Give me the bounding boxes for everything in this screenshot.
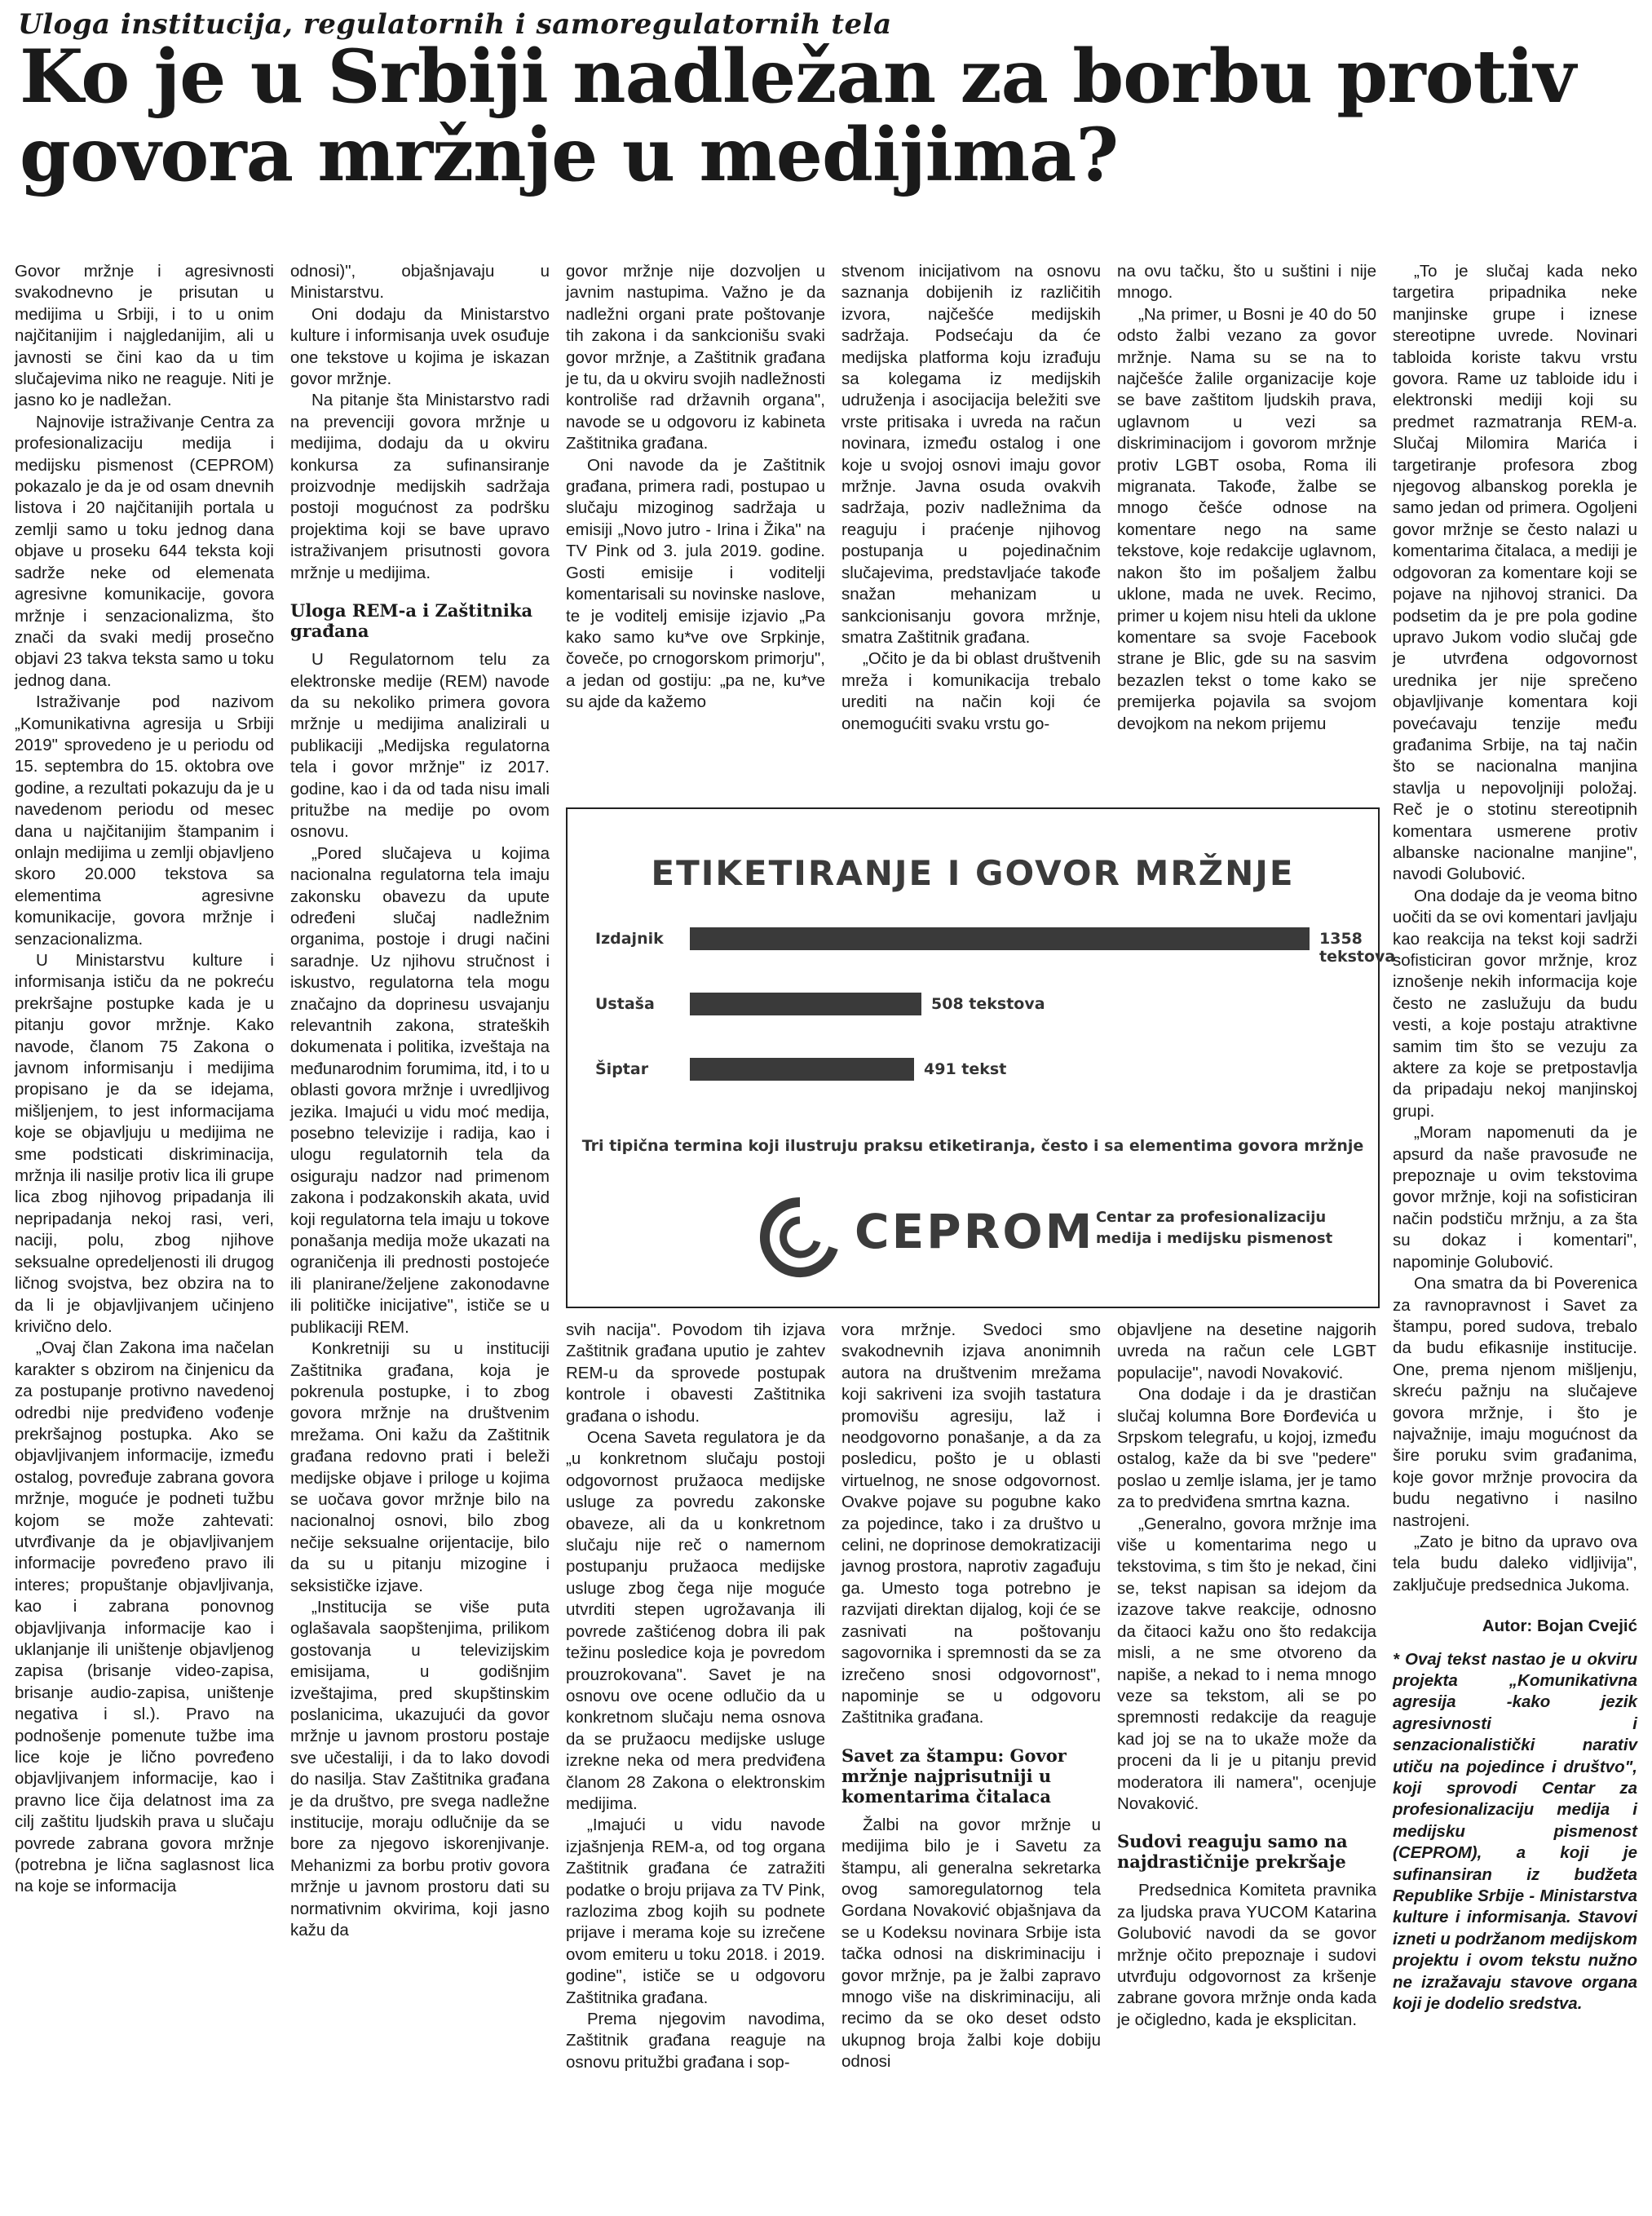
column-2 xyxy=(290,261,550,1940)
column-1 xyxy=(15,261,274,2206)
bar xyxy=(690,993,921,1015)
paragraph: Žalbi na govor mržnje u medijima bilo je i Savetu za štampu, ali generalna sekretarka ovog samoregulatornog tela Gordana Novaković objašnjava da se u Kodeksu novinara Srbije ista tačka odnosi na diskriminaciju i govor mržnje, pa je žalbi zapravo mnogo više na diskriminaciju, ali recimo da se oko deset odsto ukupnog broja žalbi koje dobiju odnosi xyxy=(841,1815,1101,2072)
bar-category-label: Izdajnik xyxy=(595,930,664,948)
paragraph: „Zato je bitno da upravo ova tela budu daleko vidljivija", zaključuje predsednica Jukoma. xyxy=(1393,1532,1637,1595)
paragraph: Istraživanje pod nazivom „Komunikativna agresija u Srbiji 2019" sprovedeno je u periodu od 15. septembra do 15. oktobra ove godine, a rezultati pokazuju da je u navedenom periodu od mesec dana u najčitanijim štampanim i onlajn medijima u zemlji objavljeno skoro 20.000 tekstova sa elementima agresivne komunikacije, govora mržnje i senzacionalizma. xyxy=(15,692,274,949)
paragraph: stvenom inicijativom na osnovu saznanja dobijenih iz različitih izvora, najčešće medijskih sadržaja. Podsećaju da će medijska platforma koju izrađuju sa kolegama iz medijskih udruženja i asocijacija beležiti sve vrste pritisaka i uvreda na račun novinara, između ostalog i one koje u svojoj osnovi imaju govor mržnje. Javna osuda ovakvih sadržaja, poziv nadležnima da reaguju i praćenje njihovog postupanja u pojedinačnim slučajevima, predstavljaće takođe snažan mehanizam u sankcionisanju govora mržnje, smatra Zaštitnik građana. xyxy=(841,262,1101,647)
bar xyxy=(690,1058,914,1081)
infographic-chart xyxy=(566,807,1396,1308)
paragraph: Predsednica Komiteta pravnika za ljudska prava YUCOM Katarina Golubović navodi da se govor mržnje očito prepoznaje i sudovi utvrđuju odgovornost za kršenje zabrane govora mržnje onda kada je očigledno, kada je eksplicitan. xyxy=(1117,1881,1376,2029)
column-5-top xyxy=(1117,261,1376,791)
subheading-savet: Savet za štampu: Govor mržnje najprisutniji u komentarima čitalaca xyxy=(841,1745,1067,1807)
subheading-sudovi: Sudovi reaguju samo na najdrastičnije prekršaje xyxy=(1117,1831,1348,1873)
paragraph: „Očito je da bi oblast društvenih mreža i komunikacija trebalo urediti na način koji će onemogućiti svaku vrstu go- xyxy=(841,649,1101,733)
chart-caption: Tri tipična termina koji ilustruju praksu etiketiranja, često i sa elementima govora mržnje xyxy=(581,1137,1364,1155)
paragraph: Ona dodaje da je veoma bitno uočiti da se ovi komentari javljaju kao reakcija na tekst koji sadrži sofisticiran govor mržnje, kroz iznošenje nekih informacija koje često ne zaslužuju da budu vesti, a koje postaju atraktivne samim tim što se vezuju za aktere za koje se pretpostavlja da pripadaju nekoj manjinskoj grupi. xyxy=(1393,886,1637,1121)
paragraph: „Institucija se više puta oglašavala saopštenjima, prilikom gostovanja u televizijskim emisijama, u godišnjim izveštajima, pred skupštinskim poslanicima, ukazujući da govor mržnje u javnom prostoru postaje sve učestaliji, i da to lako dovodi do nasilja. Stav Zaštitnika građana je da društvo, pre svega nadležne institucije, moraju odlučnije da se bore za njegovo iskorenjivanje. Mehanizmi za borbu protiv govora mržnje u javnom prostoru dati su normativnim okvirima, koji jasno kažu da xyxy=(290,1597,550,1940)
paragraph: objavljene na desetine najgorih uvreda na račun cele LGBT populacije", navodi Novaković. xyxy=(1117,1320,1376,1382)
column-4-top xyxy=(841,261,1101,791)
paragraph: Ona dodaje i da je drastičan slučaj kolumna Bore Đorđevića u Srpskom telegrafu, u kojoj, između ostalog, kaže da bi sve "pedere" poslao u zemlje islama, jer je tamo za to predviđena smrtna kazna. xyxy=(1117,1385,1376,1512)
paragraph: Govor mržnje i agresivnosti svakodnevno je prisutan u medijima u Srbiji, i to u onim najčitanijim i najgledanijim, ali u javnosti se čini kao da u tim slučajevima niko ne reaguje. Niti je jasno ko je nadležan. xyxy=(15,262,274,410)
column-6 xyxy=(1393,261,1637,2206)
paragraph: „Moram napomenuti da je apsurd da naše pravosuđe ne prepoznaje u ovim tekstovima govor mržnje, koji na sofisticiran način podstiču mržnju, a za šta su dokaz i komentari", napominje Golubović. xyxy=(1393,1123,1637,1272)
paragraph: Oni navode da je Zaštitnik građana, primera radi, postupao u slučaju mizoginog sadržaja u emisiji „Novo jutro - Irina i Žika" na TV Pink od 3. jula 2019. godine. Gosti emisije i voditelji komentarisali su novinske naslove, te je voditelj emisije izjavio „Pa kako samo ku*ve ove Srpkinje, čoveče, po crnogorskom primorju", a jedan od gostiju: „pa ne, ku*ve su ajde da kažemo xyxy=(566,455,825,712)
paragraph: govor mržnje nije dozvoljen u javnim nastupima. Važno je da nadležni organi prate poštovanje tih zakona i da sankcionišu svaki govor mržnje, a Zaštitnik građana je tu, da u okviru svojih nadležnosti kontroliše rad državnih organa", navode se u odgovoru iz kabineta Zaštitnika građana. xyxy=(566,262,825,453)
bar-category-label: Šiptar xyxy=(595,1060,649,1078)
column-5-bottom xyxy=(1117,1320,1376,2206)
paragraph: Oni dodaju da Ministarstvo kulture i informisanja uvek osuđuje one tekstove u kojima je iskazan govor mržnje. xyxy=(290,304,550,389)
article-headline: Ko je u Srbiji nadležan za borbu protiv govora mržnje u medijima? xyxy=(20,33,1575,198)
paragraph: „Pored slučajeva u kojima nacionalna regulatorna tela imaju zakonsku obavezu da upute određeni slučaj nadležnim organima, postoje i drugi načini saradnje. Uz njihovu stručnost i iskustvo, regulatorna tela mogu značajno da doprinesu usvajanju relevantnih zakona, strateških dokumenata i politika, izveštaja na međunarodnim forumima, itd, i to u oblasti govora mržnje i uvredljivog jezika. Imajući u vidu moć medija, posebno televizije i radija, kao i ulogu regulatornih tela da osiguraju nadzor nad primenom zakona i podzakonskih akata, uvid koji regulatorna tela imaju u tokove ponašanja medija može ukazati na ograničenja ili prednosti postojeće ili planirane/željene zakonodavne ili političke inicijative", ističe se u publikaciji REM. xyxy=(290,843,550,1337)
paragraph: na ovu tačku, što u suštini i nije mnogo. xyxy=(1117,262,1376,303)
paragraph: svih nacija". Povodom tih izjava Zaštitnik građana uputio je zahtev REM-u da sprovede postupak kontrole i obavesti Zaštitnika građana o ishodu. xyxy=(566,1320,825,1426)
bar-value-label: 1358 tekstova xyxy=(1319,930,1396,966)
paragraph: „Imajući u vidu navode izjašnjenja REM-a, od tog organa Zaštitnik građana će zatražiti podatke o broju prijava za TV Pink, razlozima zbog kojih su podnete prijave i merama koje su izrečene ovom emiteru u toku 2018. i 2019. godine", ističe se u odgovoru Zaštitnika građana. xyxy=(566,1816,825,2007)
paragraph: vora mržnje. Svedoci smo svakodnevnih izjava anonimnih autora na društvenim mrežama koji sakriveni iza svojih tastatura promovišu agresiju, laž i neodgovorno ponašanje, a da za posledicu, pošto je u oblasti virtuelnog, ne snose odgovornost. Ovakve pojave su pogubne kako za pojedince, tako i za društvo u celini, ne doprinose demokratizaciji javnog prostora, naprotiv zagađuju ga. Umesto toga potrebno je razvijati direktan dijalog, koji će se zasnivati na poštovanju sagovornika i spremnosti da se za izrečeno snosi odgovornost", napominje se u odgovoru Zaštitnika građana. xyxy=(841,1320,1101,1727)
paragraph: Ona smatra da bi Poverenica za ravnopravnost i Savet za štampu, pored sudova, trebalo da budu efikasnije institucije. One, prema njenom mišljenju, skreću pažnju na slučajeve govora mržnje, i što je najvažnije, imaju mogućnost da šire poruku svim građanima, koje govor mržnje provocira da budu negativno i nasilno nastrojeni. xyxy=(1393,1274,1637,1530)
subheading-rem: Uloga REM-a i Zaštitnika građana xyxy=(290,600,533,642)
paragraph: U Regulatornom telu za elektronske medije (REM) navode da su nekoliko primera govora mržnje u medijima analizirali u publikaciji „Medijska regulatorna tela i govor mržnje" iz 2017. godine, kao i da od tada nisu imali pritužbe na medije po ovom osnovu. xyxy=(290,650,550,842)
bar-value-label: 491 tekst xyxy=(924,1060,1007,1078)
chart-title: ETIKETIRANJE I GOVOR MRŽNJE xyxy=(651,853,1295,893)
paragraph: odnosi)", objašnjavaju u Ministarstvu. xyxy=(290,262,550,303)
paragraph: „Na primer, u Bosni je 40 do 50 odsto žalbi vezano za govor mržnje. Nama su se na to najčešće žalile organizacije koje se bave zaštitom ljudskih prava, uglavnom u vezi sa diskriminacijom i govorom mržnje protiv LGBT osoba, Roma ili migranata. Takođe, žalbe se mnogo češće odnose na komentare nego na same tekstove, koje redakcije uglavnom, nakon što im pošaljem žalbu uklone, mada ne uvek. Recimo, primer u kojem nisu hteli da uklone komentare sa svoje Facebook strane je Blic, gde su na sasvim bezazlen tekst o tome kako se premijerka pojavila sa svojom devojkom na nekom prijemu xyxy=(1117,304,1376,733)
paragraph: „To je slučaj kada neko targetira pripadnika neke manjinske grupe i iznese stereotipne uvrede. Novinari tabloida koriste takvu vrstu govora. Rame uz tabloide idu i elektronski mediji koji su predmet razmatranja REM-a. Slučaj Milomira Marića i targetiranje profesora zbog njegovog albanskog porekla je samo jedan od primera. Ogoljeni govor mržnje se često nalazi u komentarima čitalaca, a mediji je odgovoran za komentare koji se pojave na njihovoj stranici. Da podsetim da je pre pola godine upravo Jukom vodio slučaj gde je utvrđena odgovornost urednika jer nije sprečeno objavljivanje komentara koji povećavaju tenzije među građanima Srbije, na taj način što se nacionalna manjina stavlja u nepovoljniji položaj. Reč je o stotinu stereotipnih komentara usmerene protiv albanske nacionalne manjine", navodi Golubović. xyxy=(1393,262,1637,884)
column-3-bottom xyxy=(566,1320,825,2206)
article-footnote: * Ovaj tekst nastao je u okviru projekta „Komunikativna agresija -kako jezik agresivnosti i senzacionalistički narativ utiču na pojedince i društvo", koji sprovodi Centar za profesionalizaciju medija i medijsku pismenost (CEPROM), a koji je sufinansiran iz budžeta Republike Srbije - Ministarstva kulture i informisanja. Stavovi izneti u podržanom medijskom projektu i ovom tekstu nužno ne izražavaju stavove organa koji je dodelio sredstva. xyxy=(1393,1649,1637,2014)
chart-brand-tagline: Centar za profesionalizaciju medija i medijsku pismenost xyxy=(1096,1209,1333,1247)
paragraph: Konkretniji su u instituciji Zaštitnika građana, koja je pokrenula postupke, i to zbog govora mržnje na društvenim mrežama. Oni kažu da Zaštitnik građana redovno prati i beleži medijske objave i priloge u kojima se uočava govor mržnje bilo na nacionalnoj osnovi, bilo zbog nečije seksualne orijentacije, bilo da su u pitanju mizogine i seksističke izjave. xyxy=(290,1339,550,1595)
paragraph: U Ministarstvu kulture i informisanja ističu da ne pokreću prekršajne postupke kada je u pitanju govor mržnje. Kako navode, članom 75 Zakona o javnom informisanju i medijima propisano je da se idejama, mišljenjem, to jest informacijama koje se objavljuju u medijima ne sme podsticati diskriminacija, mržnja ili nasilje protiv lica ili grupe lica zbog njihovog pripadanja ili nepripadanja nekoj rasi, veri, naciji, polu, zbog njihove seksualne opredeljenosti ili drugog ličnog svojstva, bez obzira na to da li je objavljivanjem učinjeno krivično delo. xyxy=(15,951,274,1336)
bar xyxy=(690,927,1310,950)
paragraph: Na pitanje šta Ministarstvo radi na prevenciji govora mržnje u medijima, dodaju da u okviru konkursa za sufinansiranje proizvodnje medijskih sadržaja postoji mogućnost za podršku projektima koji se bave upravo istraživanjem prisutnosti govora mržnje u medijima. xyxy=(290,391,550,582)
ceprom-logo-icon xyxy=(755,1192,845,1282)
paragraph: Prema njegovim navodima, Zaštitnik građana reaguje na osnovu pritužbi građana i sop- xyxy=(566,2010,825,2072)
paragraph: Najnovije istraživanje Centra za profesionalizaciju medija i medijsku pismenost (CEPROM) pokazalo je da je od osam dnevnih listova i 20 najčitanijih portala u zemlji samo u toku jednog dana objave u proseku 644 teksta koji sadrže neke od elemenata agresivne komunikacije, govora mržnje i senzacionalizma, što znači da svaki medij prosečno objavi 23 takva teksta samo u toku jednog dana. xyxy=(15,412,274,690)
paragraph: Ocena Saveta regulatora je da „u konkretnom slučaju postoji odgovornost pružaoca medijske usluge za povredu zakonske obaveze, ali da u konkretnom slučaju nije reč o namernom postupanju pružaoca medijske usluge zbog čega nije moguće utvrditi stepen ugrožavanja ili povrede zaštićenog dobra ili pak težinu posledice koja je povredom prouzrokovana". Savet je na osnovu ove ocene odlučio da u konkretnom slučaju nema osnova da se pružaocu medijske usluge izrekne neka od mera predviđena članom 28 Zakona o elektronskim medijima. xyxy=(566,1428,825,1813)
column-3-top xyxy=(566,261,825,791)
article-author: Autor: Bojan Cvejić xyxy=(1482,1617,1637,1636)
chart-brand: CEPROM xyxy=(855,1204,1095,1259)
paragraph: „Ovaj član Zakona ima načelan karakter s obzirom na činjenicu da za postupanje protivno navedenoj odredbi nije predviđeno vođenje prekršajnog postupka. Ako se objavljivanjem informacije, između ostalog, povređuje zabrana govora mržnje, moguće je podneti tužbu kojom se može zahtevati: utvrđivanje da je objavljivanjem informacije povređeno pravo ili interes; propuštanje objavljivanja, kao i zabrana ponovnog objavljivanja informacije kao i uklanjanje ili uništenje objavljenog zapisa (brisanje video-zapisa, brisanje audio-zapisa, uništenje negativa i sl.). Pravo na podnošenje pomenute tužbe ima lice koje je lično povređeno objavljivanjem informacije, kao i pravno lice čija delatnost ima za cilj zaštitu ljudskih prava u slučaju povrede zabrana govora mržnje (potrebna je lična saglasnost lica na koje se informacija xyxy=(15,1338,274,1896)
column-4-bottom xyxy=(841,1320,1101,2206)
bar-category-label: Ustaša xyxy=(595,995,655,1013)
bar-value-label: 508 tekstova xyxy=(931,995,1045,1013)
article-kicker: Uloga institucija, regulatornih i samoregulatornih tela xyxy=(18,8,892,41)
paragraph: „Generalno, govora mržnje ima više u komentarima nego u tekstovima, s tim što je nekad, čini se, tekst napisan sa idejom da izazove takve reakcije, odnosno da čitaoci kažu ono što redakcija misli, a ne sme otvoreno da napiše, a nekad to i nema mnogo veze sa tekstom, ali se po spremnosti redakcije da reaguje kad joj se na to ukaže može da proceni da li je u pitanju previd moderatora ili namera", ocenjuje Novaković. xyxy=(1117,1514,1376,1813)
